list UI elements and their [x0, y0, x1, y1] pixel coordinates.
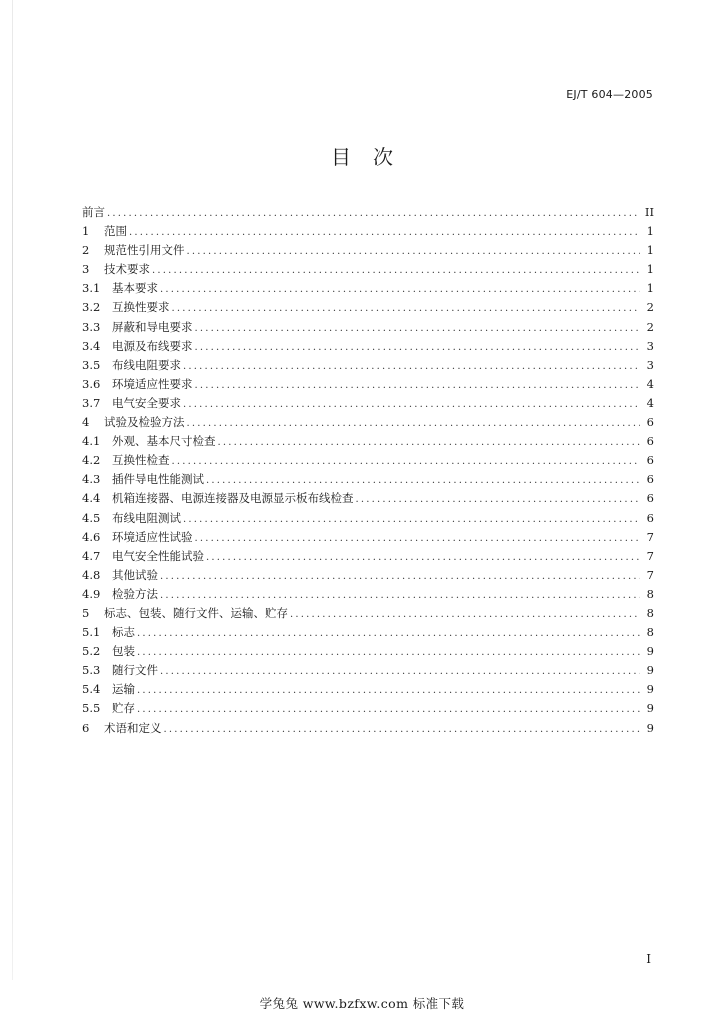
- toc-entry-label: 贮存: [112, 701, 135, 716]
- toc-leader-dots: [160, 662, 640, 681]
- toc-leader-dots: [137, 643, 640, 662]
- toc-entry-label: 前言: [82, 205, 105, 219]
- toc-leader-dots: [164, 720, 641, 739]
- toc-entry-page: 1: [646, 262, 654, 277]
- toc-entry-label: 电气安全性能试验: [112, 548, 204, 563]
- toc-entry-label: 运输: [112, 682, 135, 697]
- toc-entry-page: 2: [646, 319, 654, 334]
- toc-entry-number: 3: [82, 262, 90, 277]
- toc-entry-number: 5.3: [82, 663, 101, 678]
- toc-entry: [82, 661, 654, 680]
- toc-entry-number: 3.5: [82, 357, 101, 372]
- toc-entry-page: 6: [646, 510, 654, 525]
- toc-entry-number: 6: [82, 720, 90, 735]
- toc-entry-label: 标志、包装、随行文件、运输、贮存: [104, 605, 288, 620]
- toc-entry-page: 1: [646, 281, 654, 296]
- table-of-contents: [82, 203, 654, 738]
- toc-entry: [82, 337, 654, 356]
- toc-entry-label: 电源及布线要求: [112, 338, 193, 353]
- toc-leader-dots: [160, 280, 640, 299]
- toc-entry-label: 技术要求: [104, 262, 150, 277]
- toc-leader-dots: [183, 510, 640, 529]
- toc-entry-number: 3.2: [82, 300, 101, 315]
- toc-entry-number: 3.3: [82, 319, 101, 334]
- toc-entry-number: 5.2: [82, 644, 101, 659]
- toc-entry-label: 随行文件: [112, 663, 158, 678]
- toc-entry: [82, 719, 654, 738]
- toc-leader-dots: [183, 395, 640, 414]
- toc-entry: [82, 489, 654, 508]
- toc-entry-number: 3.6: [82, 376, 101, 391]
- toc-entry-label: 范围: [104, 224, 127, 239]
- toc-entry: [82, 318, 654, 337]
- toc-entry-page: 6: [646, 453, 654, 468]
- toc-entry-page: 9: [646, 663, 654, 678]
- toc-leader-dots: [137, 700, 640, 719]
- toc-entry-page: 6: [646, 472, 654, 487]
- toc-entry-page: II: [644, 205, 654, 219]
- toc-leader-dots: [160, 567, 640, 586]
- toc-entry-page: 1: [646, 224, 654, 239]
- toc-entry: [82, 451, 654, 470]
- toc-entry-number: 4.6: [82, 529, 101, 544]
- toc-entry: [82, 432, 654, 451]
- toc-entry: [82, 604, 654, 623]
- toc-entry: [82, 470, 654, 489]
- toc-entry: [82, 241, 654, 260]
- toc-leader-dots: [195, 319, 641, 338]
- toc-entry-label: 其他试验: [112, 567, 158, 582]
- toc-entry-label: 互换性检查: [112, 453, 170, 468]
- toc-leader-dots: [356, 490, 641, 509]
- toc-entry: [82, 585, 654, 604]
- toc-entry-page: 9: [646, 682, 654, 697]
- toc-entry: [82, 394, 654, 413]
- toc-entry-label: 标志: [112, 625, 135, 640]
- toc-leader-dots: [160, 586, 640, 605]
- toc-entry-label: 布线电阻测试: [112, 510, 181, 525]
- toc-entry-number: 1: [82, 224, 90, 239]
- toc-leader-dots: [195, 376, 641, 395]
- toc-entry-label: 包装: [112, 644, 135, 659]
- toc-entry-page: 4: [646, 376, 654, 391]
- toc-entry: [82, 642, 654, 661]
- toc-entry-label: 基本要求: [112, 281, 158, 296]
- toc-leader-dots: [107, 204, 640, 223]
- toc-entry: [82, 699, 654, 718]
- toc-entry-label: 插件导电性能测试: [112, 472, 204, 487]
- page-number: I: [646, 952, 651, 966]
- toc-entry-page: 7: [646, 548, 654, 563]
- toc-entry-label: 布线电阻要求: [112, 357, 181, 372]
- toc-entry-number: 5.5: [82, 701, 101, 716]
- toc-entry-page: 3: [646, 357, 654, 372]
- toc-entry-number: 4.3: [82, 472, 101, 487]
- toc-entry: [82, 623, 654, 642]
- toc-entry-number: 4.8: [82, 567, 101, 582]
- toc-entry-number: 4.1: [82, 434, 101, 449]
- toc-entry: [82, 566, 654, 585]
- toc-entry-number: 4.4: [82, 491, 101, 506]
- toc-entry-number: 5: [82, 605, 90, 620]
- toc-entry-page: 8: [646, 605, 654, 620]
- toc-entry: [82, 547, 654, 566]
- toc-entry-label: 环境适应性要求: [112, 376, 193, 391]
- document-code: EJ/T 604—2005: [566, 88, 653, 101]
- toc-entry-number: 5.4: [82, 682, 101, 697]
- footer-watermark: 学兔兔 www.bzfxw.com 标准下载: [259, 996, 465, 1011]
- toc-leader-dots: [172, 299, 641, 318]
- toc-entry-label: 规范性引用文件: [104, 243, 185, 258]
- toc-entry-number: 3.7: [82, 395, 101, 410]
- toc-entry-number: 4: [82, 415, 90, 430]
- toc-leader-dots: [129, 223, 640, 242]
- toc-entry: [82, 680, 654, 699]
- toc-entry-label: 外观、基本尺寸检查: [112, 434, 216, 449]
- toc-leader-dots: [183, 357, 640, 376]
- toc-entry: [82, 356, 654, 375]
- toc-leader-dots: [195, 529, 641, 548]
- toc-entry-label: 环境适应性试验: [112, 529, 193, 544]
- toc-leader-dots: [195, 338, 641, 357]
- toc-leader-dots: [187, 414, 641, 433]
- toc-entry: [82, 509, 654, 528]
- toc-entry-label: 电气安全要求: [112, 395, 181, 410]
- toc-entry: [82, 260, 654, 279]
- toc-leader-dots: [206, 548, 640, 567]
- toc-entry-page: 7: [646, 529, 654, 544]
- toc-entry-number: 4.2: [82, 453, 101, 468]
- toc-entry-page: 3: [646, 338, 654, 353]
- toc-entry-page: 4: [646, 395, 654, 410]
- toc-leader-dots: [137, 681, 640, 700]
- toc-entry-page: 9: [646, 644, 654, 659]
- toc-entry-label: 术语和定义: [104, 720, 162, 735]
- toc-entry-page: 6: [646, 415, 654, 430]
- toc-entry: [82, 375, 654, 394]
- toc-entry-number: 4.5: [82, 510, 101, 525]
- toc-leader-dots: [172, 452, 641, 471]
- toc-entry-label: 检验方法: [112, 586, 158, 601]
- toc-entry-page: 8: [646, 625, 654, 640]
- toc-leader-dots: [187, 242, 641, 261]
- toc-entry: [82, 279, 654, 298]
- toc-leader-dots: [290, 605, 640, 624]
- toc-entry: [82, 222, 654, 241]
- toc-leader-dots: [218, 433, 641, 452]
- toc-entry-page: 1: [646, 243, 654, 258]
- toc-entry-number: 5.1: [82, 625, 101, 640]
- toc-entry-page: 6: [646, 434, 654, 449]
- toc-entry: [82, 413, 654, 432]
- page-title: 目次: [331, 145, 415, 169]
- toc-entry-page: 9: [646, 720, 654, 735]
- toc-entry-number: 3.4: [82, 338, 101, 353]
- toc-entry-page: 8: [646, 586, 654, 601]
- toc-leader-dots: [206, 471, 640, 490]
- toc-entry-page: 6: [646, 491, 654, 506]
- toc-entry: [82, 203, 654, 222]
- toc-entry-label: 试验及检验方法: [104, 415, 185, 430]
- toc-leader-dots: [152, 261, 640, 280]
- toc-entry: [82, 298, 654, 317]
- toc-entry-page: 7: [646, 567, 654, 582]
- toc-entry-number: 2: [82, 243, 90, 258]
- toc-entry-number: 4.9: [82, 586, 101, 601]
- toc-leader-dots: [137, 624, 640, 643]
- toc-entry-page: 9: [646, 701, 654, 716]
- toc-entry: [82, 528, 654, 547]
- toc-entry-page: 2: [646, 300, 654, 315]
- toc-entry-label: 屏蔽和导电要求: [112, 319, 193, 334]
- toc-entry-label: 互换性要求: [112, 300, 170, 315]
- toc-entry-label: 机箱连接器、电源连接器及电源显示板布线检查: [112, 491, 354, 506]
- toc-entry-number: 3.1: [82, 281, 101, 296]
- toc-entry-number: 4.7: [82, 548, 101, 563]
